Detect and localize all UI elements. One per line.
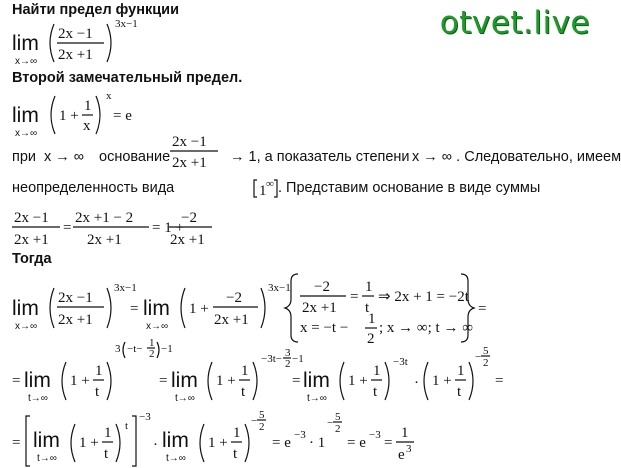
exp-half-num: 1 [149, 337, 155, 349]
exp-2-den: 2 [285, 358, 291, 370]
dot-one: · 1 [309, 435, 326, 451]
exp-m3t: −3t− [261, 353, 282, 365]
exponent-2: 3x−1 [268, 282, 291, 294]
sys-half-den: 2 [367, 331, 375, 347]
left-paren [71, 424, 75, 462]
e-exp-m3-2: −3 [369, 429, 381, 441]
lim-text: lim [12, 297, 39, 320]
sys-t: t [365, 300, 370, 316]
lim-text: lim [33, 429, 60, 452]
one-plus: 1 + [79, 435, 99, 451]
exp-minus: − [251, 415, 258, 427]
frac2-denominator: 2x +1 [87, 232, 122, 248]
lim-subscript: t→∞ [37, 453, 57, 464]
one-exp-two: 2 [335, 423, 341, 435]
text-tends-to-one: → 1, а показатель степени [230, 149, 410, 165]
dot: · [414, 375, 419, 391]
exp-minus-one: −1 [161, 343, 173, 355]
frac-denominator: 2x +1 [58, 312, 93, 328]
text-represent: . Представим основание в виде суммы [278, 180, 541, 196]
exp-minus-1: −1 [292, 353, 304, 365]
frac1-numerator: 2x −1 [14, 210, 49, 226]
final-num: 1 [401, 425, 409, 441]
one-base: 1 [259, 183, 267, 199]
lim-subscript-2: t→∞ [166, 453, 186, 464]
frac-num-2: 1 [233, 425, 241, 441]
sys-frac-denominator: 2x +1 [302, 300, 337, 316]
sys-one: 1 [365, 279, 373, 295]
exp-half-den: 2 [149, 348, 155, 360]
watermark-logo: otvet.live [439, 5, 590, 41]
right-paren-2 [261, 288, 265, 328]
equals-3: = [292, 373, 301, 389]
frac-denominator: x [83, 118, 91, 134]
frac3-denominator: 2x +1 [170, 232, 205, 248]
left-paren-2 [208, 362, 212, 400]
lim-subscript-3: t→∞ [307, 393, 327, 404]
base-fraction [170, 134, 218, 171]
one-plus-4: 1 + [432, 373, 452, 389]
indeterminacy-bracket [254, 178, 277, 199]
right-square-bracket [132, 416, 136, 466]
equals-e: = e [113, 108, 132, 124]
lim-subscript: x→∞ [15, 321, 38, 332]
frac2-numerator: −2 [226, 290, 242, 306]
exp-two: 2 [259, 421, 265, 433]
equals: = [63, 220, 72, 236]
frac-numerator: 2x −1 [58, 26, 93, 42]
lim-text: lim [24, 369, 51, 392]
frac-numerator: 2x −1 [58, 290, 93, 306]
left-paren-2 [200, 424, 204, 462]
right-bracket [274, 180, 277, 197]
frac-num: 1 [104, 425, 112, 441]
e-exp-m3: −3 [294, 429, 306, 441]
exponent: 3x−1 [115, 18, 138, 30]
eq-e: = e [272, 435, 291, 451]
exp-minus: − [475, 351, 482, 363]
one-plus: 1 + [59, 108, 79, 124]
exp-two: 2 [483, 357, 489, 369]
lim-subscript-2: x→∞ [146, 321, 169, 332]
one-plus: 1 + [70, 373, 90, 389]
frac-denominator: 2x +1 [58, 47, 93, 63]
left-square-bracket [26, 416, 30, 466]
frac1-denominator: 2x +1 [14, 232, 49, 248]
formula-second-limit [12, 90, 132, 139]
exponent: 3x−1 [114, 282, 137, 294]
left-paren-3 [340, 362, 344, 400]
lim-text: lim [12, 104, 39, 127]
right-paren-3 [385, 362, 389, 400]
equals-one-plus: = 1 + [152, 220, 184, 236]
frac-den-4: t [457, 384, 462, 400]
one-exp-minus: − [327, 417, 334, 429]
lim-text-3: lim [303, 369, 330, 392]
frac-den: t [95, 384, 100, 400]
frac-denominator: 2x +1 [172, 155, 207, 171]
left-paren [51, 96, 55, 134]
lim-subscript: t→∞ [28, 393, 48, 404]
one-exp-five: 5 [335, 411, 341, 423]
frac-den-2: t [241, 384, 246, 400]
frac3-numerator: −2 [181, 210, 197, 226]
right-paren-2 [253, 362, 257, 400]
exponent: x [106, 90, 112, 102]
exp-right-paren [157, 342, 159, 358]
sys-tail: ; x → ∞; t → ∞ [379, 320, 473, 336]
task-heading: Найти предел функции [12, 2, 179, 18]
frac-num-3: 1 [373, 363, 381, 379]
lim-text-2: lim [162, 429, 189, 452]
frac-num-4: 1 [457, 363, 465, 379]
exp-left-paren [123, 342, 125, 358]
dot: · [153, 437, 158, 453]
second-limit-heading: Второй замечательный предел. [12, 70, 243, 86]
frac-numerator: 1 [84, 98, 92, 114]
equals: = [130, 301, 139, 317]
lim-subscript: x→∞ [15, 128, 38, 139]
equals-end: = [478, 301, 487, 317]
sys-half-num: 1 [368, 311, 376, 327]
then-heading: Тогда [12, 251, 52, 267]
frac-numerator: 2x −1 [172, 134, 207, 150]
right-paren [107, 24, 111, 62]
right-paren [96, 96, 100, 134]
sys-line2: x = −t − [300, 320, 349, 336]
frac2-denominator: 2x +1 [214, 312, 249, 328]
sys-equals: = [350, 289, 359, 305]
lim-text-2: lim [143, 297, 170, 320]
text-base-word: основание [99, 149, 171, 165]
right-paren [107, 288, 111, 328]
outer-exp: −3 [139, 411, 151, 423]
text-indeterminacy: неопределенность вида [12, 180, 175, 196]
exp-3: 3 [115, 343, 121, 355]
inf-exponent: ∞ [266, 178, 274, 190]
eq-frac: = [384, 435, 393, 451]
left-paren-4 [424, 362, 428, 400]
frac-den: t [104, 446, 109, 462]
equals-start: = [12, 435, 21, 451]
equals-end: = [495, 373, 504, 389]
right-paren-2 [245, 424, 249, 462]
left-paren [50, 288, 54, 328]
sys-frac-numerator: −2 [314, 279, 330, 295]
one-plus-3: 1 + [348, 373, 368, 389]
formula-final [12, 409, 414, 466]
text-x-to-inf: x → ∞ [44, 149, 85, 165]
one-plus-2: 1 + [216, 373, 236, 389]
frac-num: 1 [95, 363, 103, 379]
frac-num-2: 1 [241, 363, 249, 379]
lim-text-2: lim [171, 369, 198, 392]
exp-3-num: 3 [285, 347, 291, 359]
left-paren [62, 362, 66, 400]
right-paren [107, 362, 111, 400]
exp-m3t-3: −3t [393, 356, 408, 368]
frac-den-2: t [233, 446, 238, 462]
exp-inner: −t− [127, 343, 143, 355]
equals-start: = [12, 373, 21, 389]
formula-decomposition [12, 210, 212, 248]
equals-2: = [159, 373, 168, 389]
text-at: при [12, 149, 37, 165]
right-paren-4 [469, 362, 473, 400]
frac-den-3: t [373, 384, 378, 400]
right-paren [116, 424, 120, 462]
lim-subscript-2: t→∞ [175, 393, 195, 404]
final-e-exp: 3 [406, 443, 412, 455]
exp-five: 5 [483, 345, 489, 357]
formula-in-t [12, 337, 503, 404]
sys-implication: ⇒ 2x + 1 = −2t [378, 289, 469, 305]
lim-subscript: x→∞ [15, 56, 38, 67]
left-paren [50, 24, 54, 62]
formula-substitution [12, 274, 486, 347]
lim-text: lim [12, 32, 39, 55]
eq-e-2: = e [347, 435, 366, 451]
exp-t: t [125, 420, 129, 432]
text-therefore: x → ∞ . Следовательно, имеем [412, 149, 621, 165]
formula-task [12, 18, 138, 67]
one-plus-2: 1 + [208, 435, 228, 451]
left-paren-2 [181, 288, 185, 328]
one-plus: 1 + [189, 301, 209, 317]
left-bracket [254, 180, 257, 197]
exp-five: 5 [259, 409, 265, 421]
final-e: e [398, 447, 405, 463]
frac2-numerator: 2x +1 − 2 [75, 210, 134, 226]
